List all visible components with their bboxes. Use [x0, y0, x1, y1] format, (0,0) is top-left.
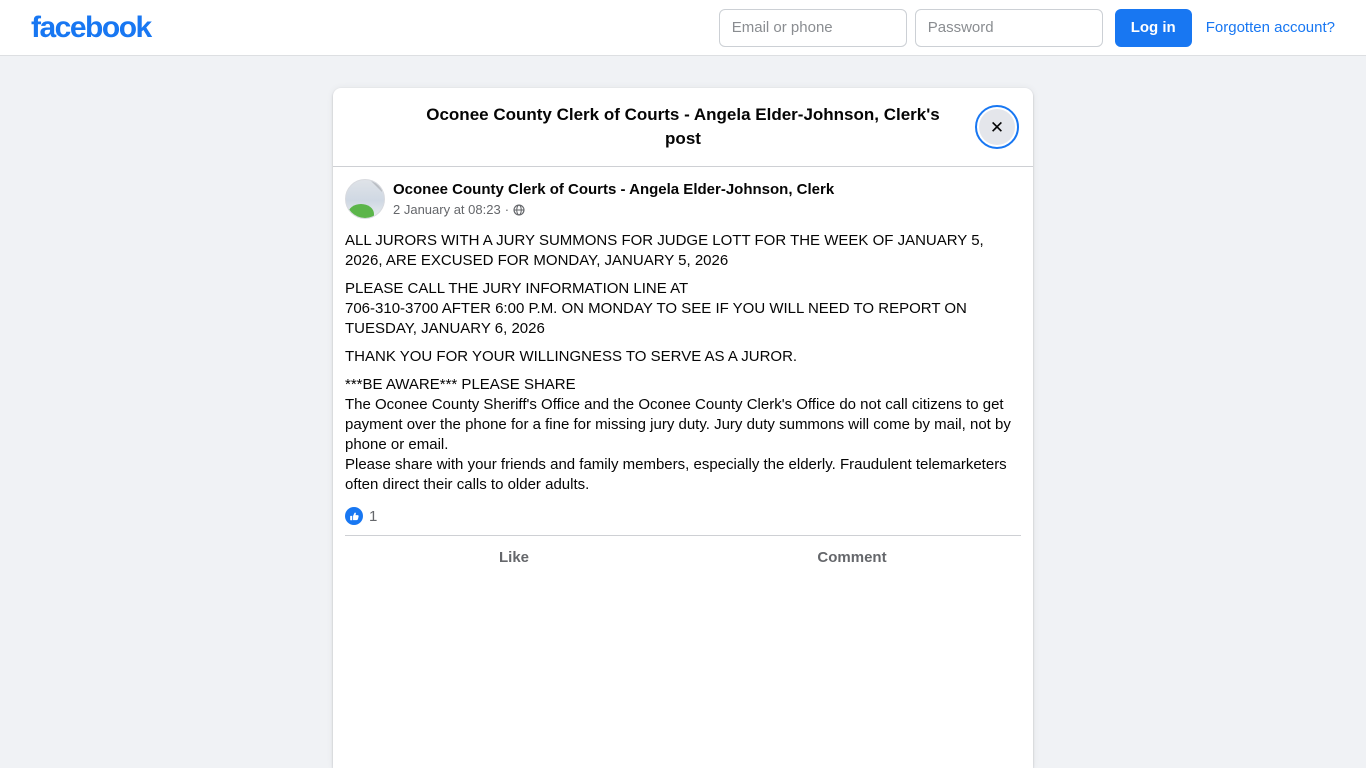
close-icon[interactable]: ✕ — [979, 109, 1015, 145]
avatar-placeholder-hill — [348, 204, 374, 219]
author-name-link[interactable]: Oconee County Clerk of Courts - Angela Elder-Johnson, Clerk — [393, 181, 835, 198]
comment-button[interactable]: Comment — [683, 540, 1021, 574]
avatar-placeholder-fold — [371, 181, 382, 192]
post-modal-title: Oconee County Clerk of Courts - Angela Elder-Johnson, Clerk's post — [426, 105, 940, 148]
post-modal-header — [333, 88, 1033, 167]
timestamp-separator: · — [504, 202, 510, 217]
forgotten-account-link[interactable]: Forgotten account? — [1205, 19, 1335, 36]
login-button[interactable]: Log in — [1115, 9, 1192, 47]
like-thumb-icon — [345, 507, 363, 525]
avatar[interactable] — [345, 179, 385, 219]
reactions-summary[interactable] — [345, 507, 1021, 535]
post-paragraph: THANK YOU FOR YOUR WILLINGNESS TO SERVE AS A JUROR. — [345, 348, 798, 365]
email-input[interactable] — [719, 9, 907, 47]
login-form — [711, 9, 1335, 47]
post-modal — [333, 88, 1033, 768]
post-meta — [393, 180, 834, 218]
actions-row — [345, 536, 1021, 578]
post-paragraph: ***BE AWARE*** PLEASE SHARE The Oconee County Sheriff's Office and the Oconee County Clerk's Office do not call citizens to get payment over the phone for a fine for missing jury duty. Jury duty summons will come by mail, not by phone or email. Please share with your friends and family members, especially the elderly. Fraudulent telemarketers often direct their calls to older adults. — [345, 376, 1011, 493]
timestamp[interactable]: 2 January at 08:23 — [393, 202, 501, 217]
close-button[interactable] — [975, 105, 1019, 149]
post-header — [345, 179, 1021, 219]
post-text — [345, 231, 1021, 495]
timestamp-row — [393, 202, 834, 218]
globe-public-icon — [513, 204, 525, 216]
post-paragraph: ALL JURORS WITH A JURY SUMMONS FOR JUDGE LOTT FOR THE WEEK OF JANUARY 5, 2026, ARE EXCUSED FOR MONDAY, JANUARY 5, 2026 — [345, 232, 984, 269]
password-input[interactable] — [915, 9, 1103, 47]
facebook-logo[interactable]: facebook — [31, 10, 151, 44]
like-button[interactable]: Like — [345, 540, 683, 574]
top-navbar — [0, 0, 1366, 56]
post-paragraph: PLEASE CALL THE JURY INFORMATION LINE AT 706-310-3700 AFTER 6:00 P.M. ON MONDAY TO SEE IF YOU WILL NEED TO REPORT ON TUESDAY, JANUARY 6, 2026 — [345, 280, 967, 337]
post-body — [333, 167, 1033, 590]
like-count: 1 — [369, 507, 378, 525]
